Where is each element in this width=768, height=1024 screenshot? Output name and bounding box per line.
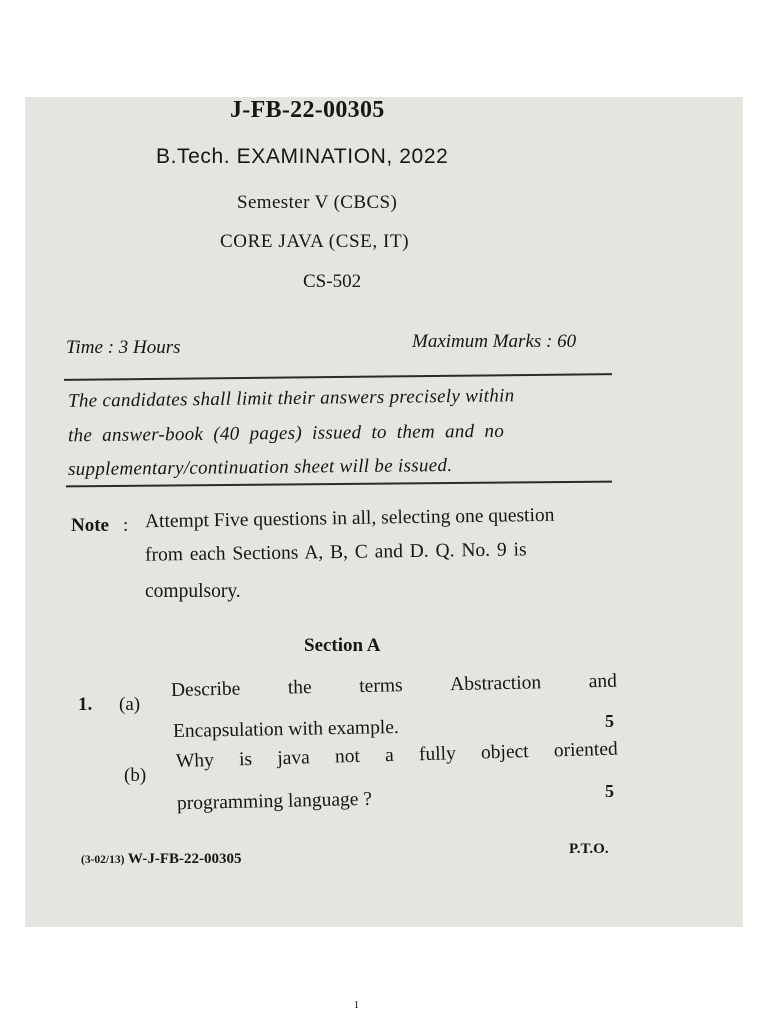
course-name: CORE JAVA (CSE, IT) [220, 231, 410, 252]
question-word: object [480, 741, 529, 764]
please-turn-over: P.T.O. [569, 841, 609, 857]
page-number: 1 [354, 1000, 359, 1011]
question-word: a [384, 744, 395, 767]
question-word: and [588, 670, 618, 693]
divider-top [64, 373, 612, 381]
note-label: Note [71, 515, 109, 536]
section-title: Section A [304, 635, 381, 656]
maximum-marks: Maximum Marks : 60 [412, 331, 577, 352]
instruction-line: supplementary/continuation sheet will be issued. [67, 454, 453, 481]
note-line: compulsory. [145, 581, 241, 602]
footer-paper-code [81, 851, 242, 868]
question-word: oriented [553, 738, 619, 762]
question-text-line: programming language ? [176, 788, 373, 815]
time-allowed: Time : 3 Hours [66, 337, 181, 358]
question-word: Why [175, 749, 215, 772]
question-word: the [287, 677, 312, 699]
question-marks: 5 [605, 781, 614, 801]
footer-code-prefix: (3-02/13) [81, 854, 125, 866]
question-text-line: Encapsulation with example. [172, 717, 399, 742]
question-word: fully [418, 743, 457, 766]
semester: Semester V (CBCS) [237, 192, 398, 213]
question-word: Describe [170, 678, 241, 701]
question-word: terms [359, 675, 403, 698]
question-part-label: (a) [119, 694, 141, 715]
divider-bottom [66, 481, 612, 488]
instruction-line: The candidates shall limit their answers precisely within [67, 385, 515, 412]
note-line: Attempt Five questions in all, selecting one question [144, 504, 555, 533]
note-colon: : [123, 515, 129, 536]
exam-title: B.Tech. EXAMINATION, 2022 [156, 145, 449, 168]
question-word: not [334, 745, 361, 768]
question-text-line [171, 671, 617, 702]
footer-code-main: W-J-FB-22-00305 [127, 851, 242, 867]
paper-code: J-FB-22-00305 [230, 97, 385, 123]
question-part-label: (b) [124, 765, 147, 786]
question-text-line [176, 739, 618, 773]
question-number: 1. [78, 694, 93, 715]
question-word: java [277, 747, 311, 770]
question-word: is [238, 748, 253, 771]
exam-paper-sheet [25, 97, 743, 927]
note-line: from each Sections A, B, C and D. Q. No. 9 is [144, 539, 527, 566]
course-code: CS-502 [303, 271, 362, 292]
question-word: Abstraction [449, 672, 542, 696]
instruction-line: the answer-book (40 pages) issued to them and no [67, 420, 505, 447]
question-marks: 5 [605, 711, 614, 731]
